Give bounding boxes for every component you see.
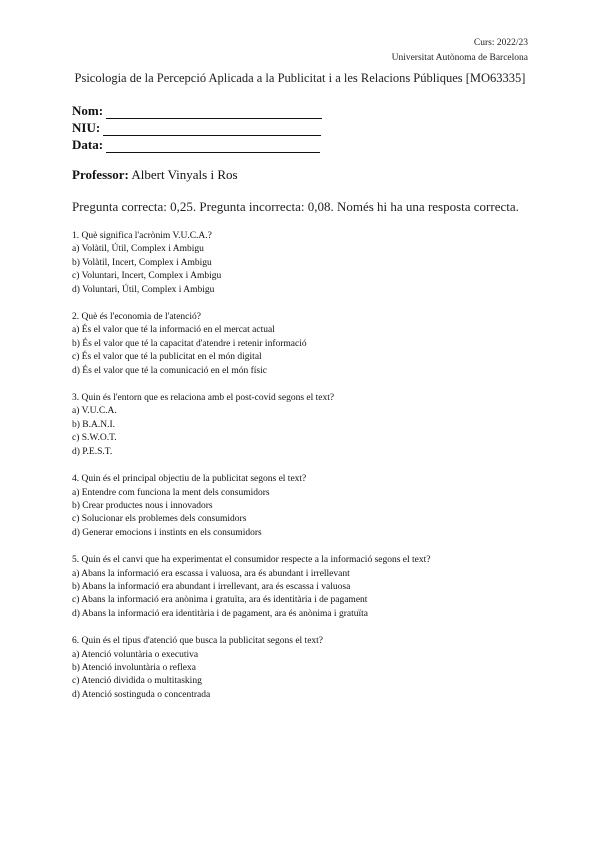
question-4 — [72, 473, 542, 540]
answer-option: c) Solucionar els problemes dels consumidors — [72, 514, 247, 525]
question-2 — [72, 311, 542, 378]
niu-label: NIU: — [72, 120, 101, 135]
date-label: Data: — [72, 137, 104, 152]
answer-option: d) Atenció sostinguda o concentrada — [72, 689, 211, 700]
question-text: 1. Què significa l'acrònim V.U.C.A.? — [72, 231, 212, 241]
answer-option: c) És el valor que té la publicitat en el món digital — [72, 352, 262, 363]
answer-option: c) Abans la informació era anònima i gratuïta, ara és identitària i de pagament — [72, 595, 368, 606]
date-field[interactable] — [72, 136, 322, 153]
answer-option: b) Crear productes nous i innovadors — [72, 500, 213, 511]
header-info — [392, 36, 528, 66]
date-blank-line[interactable] — [106, 139, 320, 153]
niu-field[interactable] — [72, 119, 322, 136]
question-1 — [72, 230, 542, 297]
answer-option: c) Voluntari, Incert, Complex i Ambigu — [72, 271, 222, 282]
name-label: Nom: — [72, 103, 104, 118]
niu-blank-line[interactable] — [103, 122, 321, 136]
professor-line — [72, 167, 238, 183]
question-6 — [72, 635, 542, 702]
answer-option: d) Abans la informació era identitària i de pagament, ara és anònima i gratuïta — [72, 608, 368, 619]
answer-option: d) Voluntari, Útil, Complex i Ambigu — [72, 284, 215, 295]
student-fields — [72, 102, 322, 153]
question-5 — [72, 554, 542, 621]
answer-option: b) Abans la informació era abundant i irrellevant, ara és escassa i valuosa — [72, 581, 351, 592]
question-text: 3. Quin és l'entorn que es relaciona amb el post-covid segons el text? — [72, 393, 335, 404]
answer-option: b) És el valor que té la capacitat d'atendre i retenir informació — [72, 338, 307, 349]
question-text: 4. Quin és el principal objectiu de la publicitat segons el text? — [72, 474, 307, 485]
answer-option: a) Volàtil, Útil, Complex i Ambigu — [72, 244, 204, 255]
questions-list — [72, 230, 542, 716]
question-text: 5. Quin és el canvi que ha experimentat el consumidor respecte a la informació segons el text? — [72, 555, 431, 566]
question-text: 6. Quin és el tipus d'atenció que busca la publicitat segons el text? — [72, 636, 324, 647]
answer-option: c) S.W.O.T. — [72, 433, 117, 444]
answer-option: a) Abans la informació era escassa i valuosa, ara és abundant i irrellevant — [72, 568, 350, 579]
name-blank-line[interactable] — [106, 105, 322, 119]
answer-option: d) És el valor que té la comunicació en el món físic — [72, 365, 267, 376]
course-title: Psicologia de la Percepció Aplicada a la Publicitat i a les Relacions Públiques [MO63335] — [74, 71, 526, 85]
answer-option: d) P.E.S.T. — [72, 446, 113, 457]
professor-name: Albert Vinyals i Ros — [131, 167, 238, 182]
answer-option: b) Atenció involuntària o reflexa — [72, 662, 196, 673]
question-text: 2. Què és l'economia de l'atenció? — [72, 312, 201, 323]
answer-option: b) B.A.N.I. — [72, 419, 116, 430]
answer-option: a) És el valor que té la informació en el mercat actual — [72, 325, 275, 336]
answer-option: b) Volàtil, Incert, Complex i Ambigu — [72, 257, 212, 268]
answer-option: a) Entendre com funciona la ment dels consumidors — [72, 487, 270, 498]
scoring-instructions: Pregunta correcta: 0,25. Pregunta incorrecta: 0,08. Només hi ha una resposta correcta. — [72, 199, 519, 214]
question-3 — [72, 392, 542, 459]
name-field[interactable] — [72, 102, 322, 119]
professor-label: Professor: — [72, 167, 129, 182]
answer-option: c) Atenció dividida o multitasking — [72, 676, 202, 687]
answer-option: a) Atenció voluntària o executiva — [72, 649, 199, 660]
answer-option: a) V.U.C.A. — [72, 406, 117, 417]
university-name: Universitat Autònoma de Barcelona — [391, 53, 528, 63]
answer-option: d) Generar emocions i instints en els consumidors — [72, 527, 262, 538]
course-year: Curs: 2022/23 — [473, 38, 528, 48]
